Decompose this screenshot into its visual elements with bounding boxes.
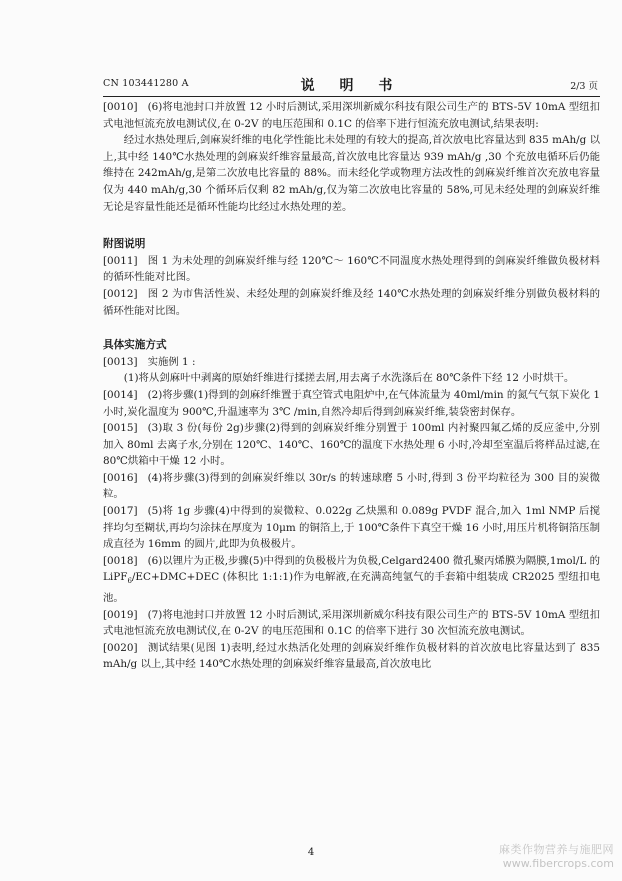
paragraph-text: (4)将步骤(3)得到的剑麻炭纤维以 30r/s 的转速球磨 5 小时,得到 3 份平均粒径为 300 目的炭微粒。 bbox=[103, 471, 600, 501]
paragraph-text-part1: (6)以锂片为正极,步骤(5)中得到的负极极片为负极,Celgard2400 微孔聚丙烯膜为隔膜,1mol/L 的 LiPF bbox=[103, 554, 600, 584]
paragraph-number: [0011] bbox=[103, 254, 138, 267]
watermark-title: 麻类作物营养与施肥网 bbox=[499, 843, 614, 856]
paragraph-0017 bbox=[103, 503, 600, 553]
site-watermark bbox=[499, 843, 614, 871]
paragraph-number: [0016] bbox=[103, 471, 138, 484]
paragraph-number: [0018] bbox=[103, 554, 138, 567]
paragraph-text: 图 1 为未处理的剑麻炭纤维与经 120℃～ 160℃不同温度水热处理得到的剑麻炭纤维做负极材料的循环性能对比图。 bbox=[103, 254, 600, 284]
page-reference: 2/3 页 bbox=[570, 81, 598, 92]
paragraph-0011 bbox=[103, 253, 600, 286]
paragraph-0010 bbox=[103, 99, 600, 132]
paragraph-text: (5)将 1g 步骤(4)中得到的炭微粒、0.022g 乙炔黑和 0.089g PVDF 混合,加入 1ml NMP 后搅拌均匀至糊状,再均匀涂抹在厚度为 10μm 的铜箔上,于 100℃条件下真空干燥 16 小时,用压片机将铜箔压制成直径为 16mm 的圆片,此即为负极极片。 bbox=[103, 505, 600, 551]
paragraph-number: [0014] bbox=[103, 388, 138, 401]
paragraph-0016 bbox=[103, 470, 600, 503]
paragraph-text: (2)将步骤(1)得到的剑麻纤维置于真空管式电阻炉中,在气体流量为 40ml/min 的氮气气氛下炭化 1 小时,炭化温度为 900℃,升温速率为 3℃ /min,自然冷却后得到剑麻炭纤维,装袋密封保存。 bbox=[103, 388, 600, 418]
subscript: 6 bbox=[127, 577, 132, 586]
paragraph-0013-step1: (1)将从剑麻叶中剥离的原始纤维进行揉搓去屑,用去离子水洗涤后在 80℃条件下经 12 小时烘干。 bbox=[123, 372, 575, 385]
page-number: 4 bbox=[307, 847, 315, 858]
paragraph-0020 bbox=[103, 640, 600, 673]
document-body bbox=[103, 99, 600, 673]
paragraph-number: [0010] bbox=[103, 101, 138, 113]
paragraph-0012 bbox=[103, 286, 600, 319]
watermark-url: www.fibercrops.com bbox=[502, 857, 614, 870]
paragraph-number: [0017] bbox=[103, 505, 138, 518]
paragraph-number: [0015] bbox=[103, 422, 138, 435]
patent-number: CN 103441280 A bbox=[103, 78, 189, 89]
paragraph-0013 bbox=[103, 354, 600, 371]
section-heading-figures: 附图说明 bbox=[103, 238, 146, 251]
paragraph-0010-result: 经过水热处理后,剑麻炭纤维的电化学性能比未处理的有较大的提高,首次放电比容量达到 835 mAh/g 以上,其中经 140℃水热处理的剑麻炭纤维容量最高,首次放电比容量达 939 mAh/g ,30 个充放电循环后仍能维持在 242mAh/g,是第二次放电比容量的 88%。而未经化学或物理方法改性的剑麻炭纤维首次充放电容量仅为 440 mAh/g,30 个循环后仅剩 82 mAh/g,仅为第二次放电比容量的 58%,可见未经处理的剑麻炭纤维无论是容量性能还是循环性能均比经过水热处理的差。 bbox=[103, 134, 600, 213]
paragraph-0019 bbox=[103, 607, 600, 640]
paragraph-number: [0013] bbox=[103, 355, 138, 368]
paragraph-number: [0019] bbox=[103, 608, 138, 621]
paragraph-number: [0012] bbox=[103, 287, 138, 300]
page-title: 说 明 书 bbox=[300, 78, 403, 94]
paragraph-text: (7)将电池封口并放置 12 小时后测试,采用深圳新威尔科技有限公司生产的 BTS-5V 10mA 型纽扣式电池恒流充放电测试仪,在 0-2V 的电压范围和 0.1C 的倍率下进行 30 次恒流充放电测试。 bbox=[103, 608, 600, 638]
paragraph-text: 测试结果(见图 1)表明,经过水热活化处理的剑麻炭纤维作负极材料的首次放电比容量达到了 835 mAh/g 以上,其中经 140℃水热处理的剑麻炭纤维容量最高,首次放电比 bbox=[103, 641, 600, 671]
page-header bbox=[103, 74, 600, 97]
paragraph-0015 bbox=[103, 420, 600, 470]
paragraph-0014 bbox=[103, 387, 600, 420]
paragraph-0018 bbox=[103, 553, 600, 607]
paragraph-text: 图 2 为市售活性炭、未经处理的剑麻炭纤维及经 140℃水热处理的剑麻炭纤维分别做负极材料的循环性能对比图。 bbox=[103, 287, 600, 317]
section-heading-embodiment: 具体实施方式 bbox=[103, 339, 167, 352]
paragraph-text: 实施例 1 : bbox=[147, 355, 196, 368]
paragraph-text: (6)将电池封口并放置 12 小时后测试,采用深圳新威尔科技有限公司生产的 BTS-5V 10mA 型纽扣式电池恒流充放电测试仪,在 0-2V 的电压范围和 0.1C 的倍率下进行恒流充放电测试,结果表明: bbox=[103, 101, 600, 130]
paragraph-number: [0020] bbox=[103, 641, 138, 654]
paragraph-text: (3)取 3 份(每份 2g)步骤(2)得到的剑麻炭纤维分别置于 100ml 内衬聚四氟乙烯的反应釜中,分别加入 80ml 去离子水,分别在 120℃、140℃、160℃的温度下水热处理 6 小时,冷却至室温后将样品过滤,在 80℃烘箱中干燥 12 小时。 bbox=[103, 422, 600, 468]
paragraph-text-part2: /EC+DMC+DEC (体积比 1:1:1)作为电解液,在充满高纯氩气的手套箱中组装成 CR2025 型纽扣电池。 bbox=[103, 571, 600, 605]
